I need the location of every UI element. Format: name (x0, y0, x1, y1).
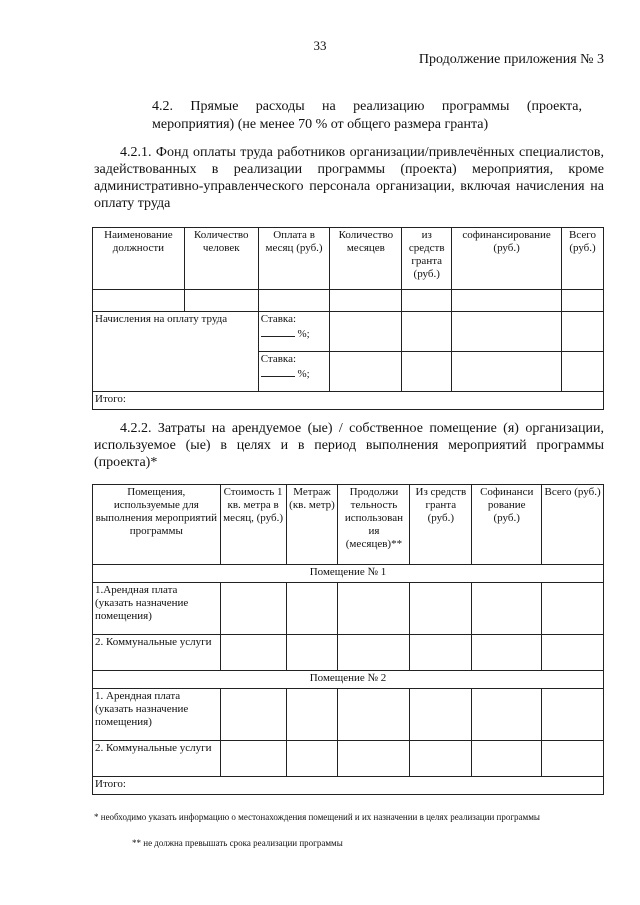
table-cell[interactable] (410, 741, 472, 777)
premise-1-header: Помещение № 1 (93, 565, 604, 583)
rate-label: Ставка: (260, 353, 297, 365)
table-cell[interactable] (472, 635, 542, 671)
col-grant-funds: из средств гранта (руб.) (402, 228, 452, 290)
table-cell[interactable] (330, 290, 402, 312)
table-cell[interactable] (402, 352, 452, 392)
table-cell[interactable] (542, 689, 604, 741)
rate-suffix: %; (297, 368, 310, 380)
table-cell[interactable] (542, 583, 604, 635)
table-cell[interactable] (338, 689, 410, 741)
col-cofinancing: софинансирование (руб.) (452, 228, 562, 290)
table-row (93, 290, 604, 312)
subsection-422-body: 4.2.2. Затраты на арендуемое (ые) / собственное помещение (я) организации, используемое (ые) в целях и в период выполнения мероприятий программы (проекта)* (94, 421, 604, 470)
total-label: Итого: (93, 392, 604, 410)
rent-row-label: 1. Арендная плата (указать назначение помещения) (93, 689, 221, 741)
col-total: Всего (руб.) (562, 228, 604, 290)
utilities-row-label: 2. Коммунальные услуги (93, 741, 221, 777)
table-cell[interactable] (338, 741, 410, 777)
table-cell[interactable] (410, 583, 472, 635)
utilities-row-label: 2. Коммунальные услуги (93, 635, 221, 671)
table-cell[interactable] (286, 741, 338, 777)
table-cell[interactable] (93, 290, 185, 312)
rate-label: Ставка: (260, 313, 297, 325)
col-months: Количество месяцев (330, 228, 402, 290)
table-cell[interactable] (330, 312, 402, 352)
payroll-table (92, 227, 604, 410)
col-position: Наименование должности (93, 228, 185, 290)
col-price-sqm: Стоимость 1 кв. метра в месяц, (руб.) (220, 485, 286, 565)
footnote-1: * необходимо указать информацию о местонахождения помещений и их назначении в целях реализации программы (94, 812, 540, 822)
table-cell[interactable] (542, 635, 604, 671)
table-cell[interactable] (258, 290, 330, 312)
subsection-421-body: 4.2.1. Фонд оплаты труда работников организации/привлечённых специалистов, задействованных в реализации программы (проекта) мероприятия, кроме административно-управленческого персонала организации, включая начисления на оплату труда (94, 145, 604, 211)
page-number: 33 (313, 38, 327, 53)
table-cell[interactable] (402, 312, 452, 352)
rate-cell-2[interactable] (258, 352, 330, 392)
total-label: Итого: (93, 777, 604, 795)
col-total: Всего (руб.) (542, 485, 604, 565)
col-area: Метраж (кв. метр) (286, 485, 338, 565)
section-title: 4.2. Прямые расходы на реализацию программы (проекта, мероприятия) (не менее 70 % от общего размера гранта) (152, 99, 582, 132)
table-cell[interactable] (562, 352, 604, 392)
rate-cell-1[interactable] (258, 312, 330, 352)
subsection-422-text (94, 420, 604, 471)
col-headcount: Количество человек (184, 228, 258, 290)
charges-label: Начисления на оплату труда (93, 312, 259, 392)
table-cell[interactable] (286, 689, 338, 741)
table-cell[interactable] (410, 689, 472, 741)
table-cell[interactable] (330, 352, 402, 392)
subsection-421-text (94, 144, 604, 212)
table-cell[interactable] (562, 290, 604, 312)
table-cell[interactable] (452, 290, 562, 312)
rent-row-label: 1.Арендная плата (указать назначение помещения) (93, 583, 221, 635)
table-cell[interactable] (220, 583, 286, 635)
col-duration: Продолжи тельность использован ия (месяцев)** (338, 485, 410, 565)
table-cell[interactable] (402, 290, 452, 312)
table-cell[interactable] (562, 312, 604, 352)
col-premises: Помещения, используемые для выполнения мероприятий программы (93, 485, 221, 565)
table-cell[interactable] (220, 635, 286, 671)
table-cell[interactable] (472, 689, 542, 741)
premise-2-header: Помещение № 2 (93, 671, 604, 689)
col-monthly-pay: Оплата в месяц (руб.) (258, 228, 330, 290)
appendix-label: Продолжение приложения № 3 (418, 52, 604, 67)
table-cell[interactable] (542, 741, 604, 777)
table-cell[interactable] (286, 583, 338, 635)
table-cell[interactable] (338, 635, 410, 671)
col-grant-funds: Из средств гранта (руб.) (410, 485, 472, 565)
table-cell[interactable] (472, 583, 542, 635)
table-cell[interactable] (286, 635, 338, 671)
table-cell[interactable] (452, 352, 562, 392)
table-cell[interactable] (220, 689, 286, 741)
footnote-2: ** не должна превышать срока реализации программы (132, 838, 343, 848)
table-cell[interactable] (410, 635, 472, 671)
rate-suffix: %; (297, 328, 310, 340)
premises-table (92, 484, 604, 795)
col-cofinancing: Софинанси рование (руб.) (472, 485, 542, 565)
table-cell[interactable] (220, 741, 286, 777)
table-cell[interactable] (184, 290, 258, 312)
table-cell[interactable] (472, 741, 542, 777)
table-cell[interactable] (452, 312, 562, 352)
table-cell[interactable] (338, 583, 410, 635)
